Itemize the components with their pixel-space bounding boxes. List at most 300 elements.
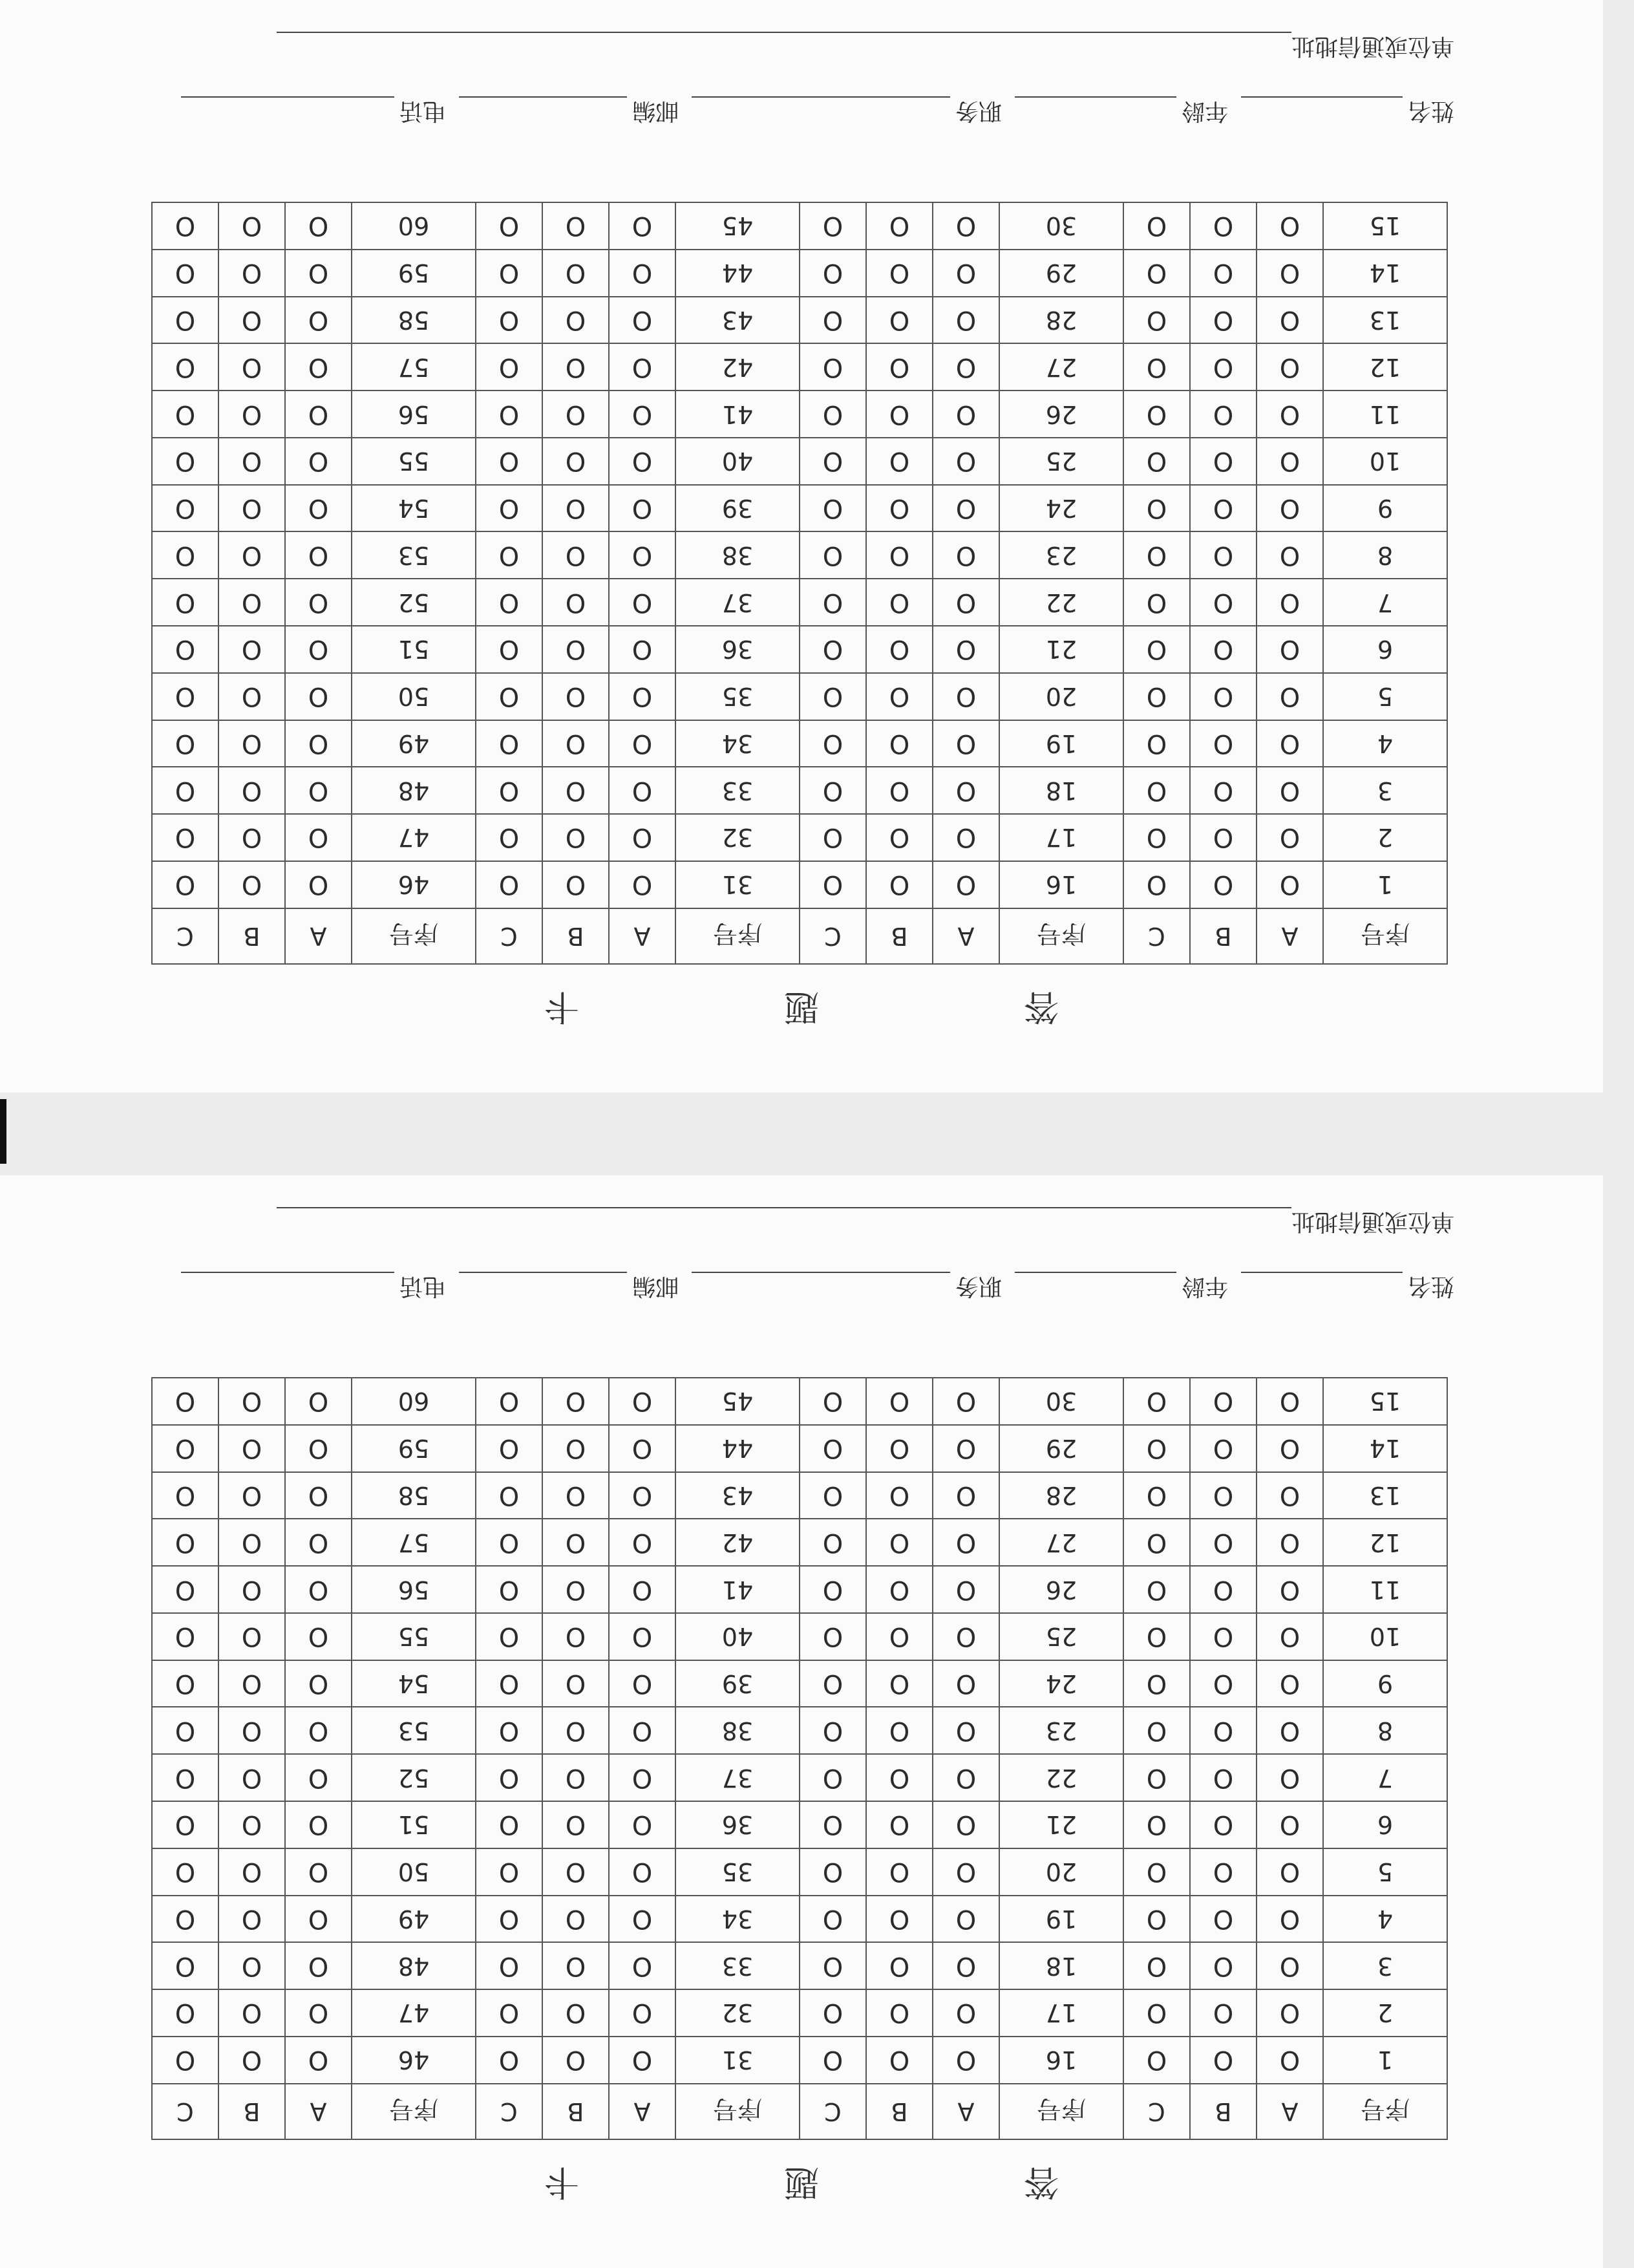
answer-bubble[interactable]: O — [152, 1989, 218, 2037]
answer-bubble[interactable]: O — [1190, 1801, 1257, 1848]
answer-bubble[interactable]: O — [542, 297, 609, 344]
answer-bubble[interactable]: O — [1257, 1707, 1323, 1754]
answer-bubble[interactable]: O — [542, 1519, 609, 1566]
answer-bubble[interactable]: O — [285, 1425, 352, 1472]
answer-bubble[interactable]: O — [1257, 1848, 1323, 1896]
answer-bubble[interactable]: O — [476, 1566, 542, 1613]
answer-bubble[interactable]: O — [476, 531, 542, 579]
answer-bubble[interactable]: O — [1257, 767, 1323, 814]
answer-bubble[interactable]: O — [1123, 202, 1190, 250]
answer-bubble[interactable]: O — [933, 297, 999, 344]
answer-bubble[interactable]: O — [285, 1472, 352, 1519]
answer-bubble[interactable]: O — [866, 1519, 933, 1566]
answer-bubble[interactable]: O — [285, 1848, 352, 1896]
answer-bubble[interactable]: O — [800, 202, 866, 250]
answer-bubble[interactable]: O — [1190, 720, 1257, 767]
answer-bubble[interactable]: O — [800, 343, 866, 390]
answer-bubble[interactable]: O — [933, 485, 999, 532]
answer-bubble[interactable]: O — [218, 1942, 285, 1989]
answer-bubble[interactable]: O — [152, 1896, 218, 1943]
answer-bubble[interactable]: O — [1257, 531, 1323, 579]
answer-bubble[interactable]: O — [1190, 861, 1257, 908]
answer-bubble[interactable]: O — [933, 1801, 999, 1848]
answer-bubble[interactable]: O — [285, 390, 352, 438]
answer-bubble[interactable]: O — [933, 1989, 999, 2037]
answer-bubble[interactable]: O — [866, 1707, 933, 1754]
answer-bubble[interactable]: O — [476, 1660, 542, 1707]
answer-bubble[interactable]: O — [152, 1754, 218, 1801]
answer-bubble[interactable]: O — [476, 1942, 542, 1989]
answer-bubble[interactable]: O — [152, 1660, 218, 1707]
answer-bubble[interactable]: O — [1257, 1613, 1323, 1660]
answer-bubble[interactable]: O — [542, 390, 609, 438]
answer-bubble[interactable]: O — [866, 1989, 933, 2037]
answer-bubble[interactable]: O — [800, 1472, 866, 1519]
answer-bubble[interactable]: O — [218, 626, 285, 673]
answer-bubble[interactable]: O — [800, 1378, 866, 1425]
answer-bubble[interactable]: O — [1123, 1378, 1190, 1425]
answer-bubble[interactable]: O — [609, 1378, 675, 1425]
answer-bubble[interactable]: O — [152, 1472, 218, 1519]
answer-bubble[interactable]: O — [285, 767, 352, 814]
answer-bubble[interactable]: O — [609, 673, 675, 720]
answer-bubble[interactable]: O — [1190, 1660, 1257, 1707]
answer-bubble[interactable]: O — [285, 814, 352, 861]
answer-bubble[interactable]: O — [542, 1660, 609, 1707]
answer-bubble[interactable]: O — [933, 1425, 999, 1472]
answer-bubble[interactable]: O — [218, 1613, 285, 1660]
answer-bubble[interactable]: O — [609, 720, 675, 767]
answer-bubble[interactable]: O — [933, 579, 999, 626]
answer-bubble[interactable]: O — [218, 485, 285, 532]
postcode-field[interactable] — [459, 96, 679, 129]
answer-bubble[interactable]: O — [800, 1989, 866, 2037]
answer-bubble[interactable]: O — [218, 1425, 285, 1472]
answer-bubble[interactable]: O — [476, 1754, 542, 1801]
answer-bubble[interactable]: O — [218, 1660, 285, 1707]
answer-bubble[interactable]: O — [800, 297, 866, 344]
answer-bubble[interactable]: O — [866, 861, 933, 908]
answer-bubble[interactable]: O — [218, 438, 285, 485]
answer-bubble[interactable]: O — [152, 673, 218, 720]
position-field[interactable] — [692, 96, 1002, 129]
answer-bubble[interactable]: O — [609, 1848, 675, 1896]
answer-bubble[interactable]: O — [152, 297, 218, 344]
answer-bubble[interactable]: O — [152, 250, 218, 297]
answer-bubble[interactable]: O — [1123, 485, 1190, 532]
answer-bubble[interactable]: O — [1190, 1707, 1257, 1754]
answer-bubble[interactable]: O — [542, 861, 609, 908]
answer-bubble[interactable]: O — [152, 1942, 218, 1989]
answer-bubble[interactable]: O — [1123, 1566, 1190, 1613]
answer-bubble[interactable]: O — [866, 1378, 933, 1425]
answer-bubble[interactable]: O — [285, 485, 352, 532]
answer-bubble[interactable]: O — [800, 1425, 866, 1472]
answer-bubble[interactable]: O — [609, 1613, 675, 1660]
answer-bubble[interactable]: O — [609, 626, 675, 673]
answer-bubble[interactable]: O — [933, 1519, 999, 1566]
answer-bubble[interactable]: O — [800, 531, 866, 579]
answer-bubble[interactable]: O — [933, 250, 999, 297]
answer-bubble[interactable]: O — [1190, 1942, 1257, 1989]
answer-bubble[interactable]: O — [1190, 579, 1257, 626]
answer-bubble[interactable]: O — [609, 1425, 675, 1472]
answer-bubble[interactable]: O — [866, 297, 933, 344]
answer-bubble[interactable]: O — [542, 1989, 609, 2037]
answer-bubble[interactable]: O — [1123, 438, 1190, 485]
answer-bubble[interactable]: O — [1123, 1613, 1190, 1660]
phone-field[interactable] — [181, 1272, 446, 1305]
answer-bubble[interactable]: O — [609, 202, 675, 250]
address-line[interactable] — [277, 1207, 1291, 1234]
answer-bubble[interactable]: O — [218, 720, 285, 767]
answer-bubble[interactable]: O — [218, 767, 285, 814]
answer-bubble[interactable]: O — [609, 1754, 675, 1801]
answer-bubble[interactable]: O — [476, 202, 542, 250]
answer-bubble[interactable]: O — [476, 343, 542, 390]
answer-bubble[interactable]: O — [476, 1519, 542, 1566]
answer-bubble[interactable]: O — [542, 1848, 609, 1896]
answer-bubble[interactable]: O — [1123, 814, 1190, 861]
answer-bubble[interactable]: O — [218, 1519, 285, 1566]
answer-bubble[interactable]: O — [933, 1472, 999, 1519]
answer-bubble[interactable]: O — [1257, 1801, 1323, 1848]
answer-bubble[interactable]: O — [476, 2037, 542, 2084]
answer-bubble[interactable]: O — [152, 861, 218, 908]
answer-bubble[interactable]: O — [1190, 1848, 1257, 1896]
answer-bubble[interactable]: O — [1190, 1896, 1257, 1943]
answer-bubble[interactable]: O — [800, 1801, 866, 1848]
answer-bubble[interactable]: O — [218, 1472, 285, 1519]
address-field[interactable] — [277, 1207, 1454, 1240]
address-field[interactable] — [277, 32, 1454, 65]
answer-bubble[interactable]: O — [866, 1848, 933, 1896]
position-line[interactable] — [692, 1272, 950, 1299]
answer-bubble[interactable]: O — [933, 720, 999, 767]
answer-bubble[interactable]: O — [542, 343, 609, 390]
answer-bubble[interactable]: O — [476, 673, 542, 720]
answer-bubble[interactable]: O — [866, 1896, 933, 1943]
answer-bubble[interactable]: O — [1257, 1472, 1323, 1519]
answer-bubble[interactable]: O — [1257, 1754, 1323, 1801]
answer-bubble[interactable]: O — [933, 1707, 999, 1754]
answer-bubble[interactable]: O — [152, 1378, 218, 1425]
answer-bubble[interactable]: O — [1257, 438, 1323, 485]
answer-bubble[interactable]: O — [933, 1848, 999, 1896]
answer-bubble[interactable]: O — [800, 438, 866, 485]
answer-bubble[interactable]: O — [1190, 297, 1257, 344]
age-field[interactable] — [1015, 96, 1228, 129]
answer-bubble[interactable]: O — [933, 861, 999, 908]
answer-bubble[interactable]: O — [866, 720, 933, 767]
answer-bubble[interactable]: O — [1190, 1519, 1257, 1566]
answer-bubble[interactable]: O — [609, 2037, 675, 2084]
answer-bubble[interactable]: O — [476, 1989, 542, 2037]
answer-bubble[interactable]: O — [609, 1472, 675, 1519]
answer-bubble[interactable]: O — [285, 202, 352, 250]
answer-bubble[interactable]: O — [609, 250, 675, 297]
answer-bubble[interactable]: O — [285, 720, 352, 767]
answer-bubble[interactable]: O — [152, 814, 218, 861]
answer-bubble[interactable]: O — [800, 579, 866, 626]
answer-bubble[interactable]: O — [542, 1378, 609, 1425]
answer-bubble[interactable]: O — [609, 1566, 675, 1613]
answer-bubble[interactable]: O — [609, 438, 675, 485]
answer-bubble[interactable]: O — [800, 250, 866, 297]
answer-bubble[interactable]: O — [152, 2037, 218, 2084]
answer-bubble[interactable]: O — [933, 531, 999, 579]
answer-bubble[interactable]: O — [1123, 720, 1190, 767]
answer-bubble[interactable]: O — [1257, 485, 1323, 532]
answer-bubble[interactable]: O — [476, 390, 542, 438]
age-line[interactable] — [1015, 96, 1176, 123]
answer-bubble[interactable]: O — [933, 1942, 999, 1989]
answer-bubble[interactable]: O — [476, 1896, 542, 1943]
answer-bubble[interactable]: O — [476, 720, 542, 767]
answer-bubble[interactable]: O — [609, 343, 675, 390]
answer-bubble[interactable]: O — [1123, 579, 1190, 626]
answer-bubble[interactable]: O — [1257, 720, 1323, 767]
answer-bubble[interactable]: O — [1190, 531, 1257, 579]
name-line[interactable] — [1241, 1272, 1403, 1299]
answer-bubble[interactable]: O — [218, 202, 285, 250]
answer-bubble[interactable]: O — [609, 1707, 675, 1754]
answer-bubble[interactable]: O — [933, 767, 999, 814]
answer-bubble[interactable]: O — [1190, 390, 1257, 438]
answer-bubble[interactable]: O — [1257, 343, 1323, 390]
answer-bubble[interactable]: O — [1123, 1425, 1190, 1472]
answer-bubble[interactable]: O — [1123, 390, 1190, 438]
answer-bubble[interactable]: O — [285, 1660, 352, 1707]
answer-bubble[interactable]: O — [866, 390, 933, 438]
answer-bubble[interactable]: O — [218, 579, 285, 626]
answer-bubble[interactable]: O — [609, 767, 675, 814]
answer-bubble[interactable]: O — [609, 579, 675, 626]
answer-bubble[interactable]: O — [1123, 1942, 1190, 1989]
answer-bubble[interactable]: O — [476, 1378, 542, 1425]
answer-bubble[interactable]: O — [218, 1801, 285, 1848]
answer-bubble[interactable]: O — [933, 438, 999, 485]
answer-bubble[interactable]: O — [1123, 1896, 1190, 1943]
answer-bubble[interactable]: O — [1190, 1378, 1257, 1425]
answer-bubble[interactable]: O — [866, 2037, 933, 2084]
answer-bubble[interactable]: O — [800, 1896, 866, 1943]
answer-bubble[interactable]: O — [542, 673, 609, 720]
answer-bubble[interactable]: O — [1190, 485, 1257, 532]
answer-bubble[interactable]: O — [1123, 531, 1190, 579]
answer-bubble[interactable]: O — [800, 1566, 866, 1613]
answer-bubble[interactable]: O — [933, 202, 999, 250]
answer-bubble[interactable]: O — [542, 250, 609, 297]
answer-bubble[interactable]: O — [1123, 1848, 1190, 1896]
answer-bubble[interactable]: O — [542, 1801, 609, 1848]
answer-bubble[interactable]: O — [1257, 2037, 1323, 2084]
answer-bubble[interactable]: O — [1190, 1566, 1257, 1613]
answer-bubble[interactable]: O — [800, 1613, 866, 1660]
name-field[interactable] — [1241, 96, 1454, 129]
position-field[interactable] — [692, 1272, 1002, 1305]
answer-bubble[interactable]: O — [1257, 626, 1323, 673]
answer-bubble[interactable]: O — [933, 390, 999, 438]
answer-bubble[interactable]: O — [285, 861, 352, 908]
answer-bubble[interactable]: O — [1123, 2037, 1190, 2084]
answer-bubble[interactable]: O — [285, 1566, 352, 1613]
answer-bubble[interactable]: O — [218, 1989, 285, 2037]
name-field[interactable] — [1241, 1272, 1454, 1305]
answer-bubble[interactable]: O — [285, 297, 352, 344]
answer-bubble[interactable]: O — [218, 343, 285, 390]
answer-bubble[interactable]: O — [285, 626, 352, 673]
answer-bubble[interactable]: O — [866, 1942, 933, 1989]
answer-bubble[interactable]: O — [866, 1660, 933, 1707]
answer-bubble[interactable]: O — [152, 626, 218, 673]
answer-bubble[interactable]: O — [542, 202, 609, 250]
answer-bubble[interactable]: O — [866, 1472, 933, 1519]
answer-bubble[interactable]: O — [1257, 1425, 1323, 1472]
answer-bubble[interactable]: O — [1257, 1378, 1323, 1425]
answer-bubble[interactable]: O — [218, 1707, 285, 1754]
answer-bubble[interactable]: O — [152, 1566, 218, 1613]
answer-bubble[interactable]: O — [1257, 297, 1323, 344]
answer-bubble[interactable]: O — [542, 1754, 609, 1801]
answer-bubble[interactable]: O — [152, 1801, 218, 1848]
answer-bubble[interactable]: O — [933, 673, 999, 720]
answer-bubble[interactable]: O — [542, 767, 609, 814]
answer-bubble[interactable]: O — [1190, 626, 1257, 673]
answer-bubble[interactable]: O — [1257, 250, 1323, 297]
answer-bubble[interactable]: O — [800, 1707, 866, 1754]
answer-bubble[interactable]: O — [476, 626, 542, 673]
answer-bubble[interactable]: O — [218, 814, 285, 861]
answer-bubble[interactable]: O — [1257, 1896, 1323, 1943]
answer-bubble[interactable]: O — [285, 343, 352, 390]
answer-bubble[interactable]: O — [285, 579, 352, 626]
answer-bubble[interactable]: O — [218, 531, 285, 579]
answer-bubble[interactable]: O — [800, 814, 866, 861]
answer-bubble[interactable]: O — [542, 438, 609, 485]
answer-bubble[interactable]: O — [609, 297, 675, 344]
answer-bubble[interactable]: O — [866, 626, 933, 673]
answer-bubble[interactable]: O — [609, 1942, 675, 1989]
position-line[interactable] — [692, 96, 950, 123]
answer-bubble[interactable]: O — [285, 1519, 352, 1566]
answer-bubble[interactable]: O — [1257, 1942, 1323, 1989]
answer-bubble[interactable]: O — [152, 485, 218, 532]
answer-bubble[interactable]: O — [1123, 1519, 1190, 1566]
answer-bubble[interactable]: O — [933, 1660, 999, 1707]
answer-bubble[interactable]: O — [285, 1707, 352, 1754]
answer-bubble[interactable]: O — [866, 202, 933, 250]
answer-bubble[interactable]: O — [152, 202, 218, 250]
answer-bubble[interactable]: O — [800, 1848, 866, 1896]
answer-bubble[interactable]: O — [152, 1707, 218, 1754]
answer-bubble[interactable]: O — [542, 1566, 609, 1613]
answer-bubble[interactable]: O — [800, 767, 866, 814]
answer-bubble[interactable]: O — [866, 1754, 933, 1801]
answer-bubble[interactable]: O — [285, 1896, 352, 1943]
answer-bubble[interactable]: O — [285, 1801, 352, 1848]
answer-bubble[interactable]: O — [800, 485, 866, 532]
answer-bubble[interactable]: O — [1190, 1425, 1257, 1472]
answer-bubble[interactable]: O — [542, 1896, 609, 1943]
answer-bubble[interactable]: O — [1123, 1754, 1190, 1801]
answer-bubble[interactable]: O — [218, 2037, 285, 2084]
answer-bubble[interactable]: O — [542, 720, 609, 767]
answer-bubble[interactable]: O — [542, 1942, 609, 1989]
answer-bubble[interactable]: O — [285, 531, 352, 579]
answer-bubble[interactable]: O — [1190, 202, 1257, 250]
answer-bubble[interactable]: O — [933, 1896, 999, 1943]
answer-bubble[interactable]: O — [1190, 814, 1257, 861]
answer-bubble[interactable]: O — [609, 1519, 675, 1566]
answer-bubble[interactable]: O — [800, 673, 866, 720]
answer-bubble[interactable]: O — [285, 1613, 352, 1660]
answer-bubble[interactable]: O — [285, 1378, 352, 1425]
answer-bubble[interactable]: O — [218, 1566, 285, 1613]
answer-bubble[interactable]: O — [609, 485, 675, 532]
phone-line[interactable] — [181, 1272, 394, 1299]
answer-bubble[interactable]: O — [285, 250, 352, 297]
phone-field[interactable] — [181, 96, 446, 129]
answer-bubble[interactable]: O — [1257, 1519, 1323, 1566]
answer-bubble[interactable]: O — [152, 438, 218, 485]
answer-bubble[interactable]: O — [866, 814, 933, 861]
answer-bubble[interactable]: O — [866, 343, 933, 390]
answer-bubble[interactable]: O — [800, 1754, 866, 1801]
answer-bubble[interactable]: O — [285, 1942, 352, 1989]
answer-bubble[interactable]: O — [476, 485, 542, 532]
answer-bubble[interactable]: O — [800, 1519, 866, 1566]
answer-bubble[interactable]: O — [476, 1425, 542, 1472]
answer-bubble[interactable]: O — [152, 1848, 218, 1896]
answer-bubble[interactable]: O — [542, 1613, 609, 1660]
answer-bubble[interactable]: O — [1257, 673, 1323, 720]
answer-bubble[interactable]: O — [1190, 1754, 1257, 1801]
answer-bubble[interactable]: O — [1190, 1613, 1257, 1660]
answer-bubble[interactable]: O — [476, 579, 542, 626]
answer-bubble[interactable]: O — [1123, 343, 1190, 390]
answer-bubble[interactable]: O — [866, 250, 933, 297]
answer-bubble[interactable]: O — [609, 861, 675, 908]
answer-bubble[interactable]: O — [800, 2037, 866, 2084]
answer-bubble[interactable]: O — [609, 814, 675, 861]
answer-bubble[interactable]: O — [542, 1425, 609, 1472]
answer-bubble[interactable]: O — [476, 297, 542, 344]
answer-bubble[interactable]: O — [542, 1472, 609, 1519]
answer-bubble[interactable]: O — [933, 1754, 999, 1801]
answer-bubble[interactable]: O — [152, 1613, 218, 1660]
answer-bubble[interactable]: O — [218, 1754, 285, 1801]
answer-bubble[interactable]: O — [1123, 1707, 1190, 1754]
answer-bubble[interactable]: O — [218, 861, 285, 908]
answer-bubble[interactable]: O — [1123, 673, 1190, 720]
answer-bubble[interactable]: O — [866, 767, 933, 814]
answer-bubble[interactable]: O — [152, 767, 218, 814]
answer-bubble[interactable]: O — [609, 1989, 675, 2037]
answer-bubble[interactable]: O — [542, 531, 609, 579]
answer-bubble[interactable]: O — [285, 1754, 352, 1801]
answer-bubble[interactable]: O — [866, 1566, 933, 1613]
answer-bubble[interactable]: O — [1123, 626, 1190, 673]
answer-bubble[interactable]: O — [866, 531, 933, 579]
answer-bubble[interactable]: O — [1123, 297, 1190, 344]
answer-bubble[interactable]: O — [933, 814, 999, 861]
address-line[interactable] — [277, 32, 1291, 59]
answer-bubble[interactable]: O — [476, 1801, 542, 1848]
answer-bubble[interactable]: O — [800, 626, 866, 673]
answer-bubble[interactable]: O — [866, 1801, 933, 1848]
answer-bubble[interactable]: O — [1190, 438, 1257, 485]
